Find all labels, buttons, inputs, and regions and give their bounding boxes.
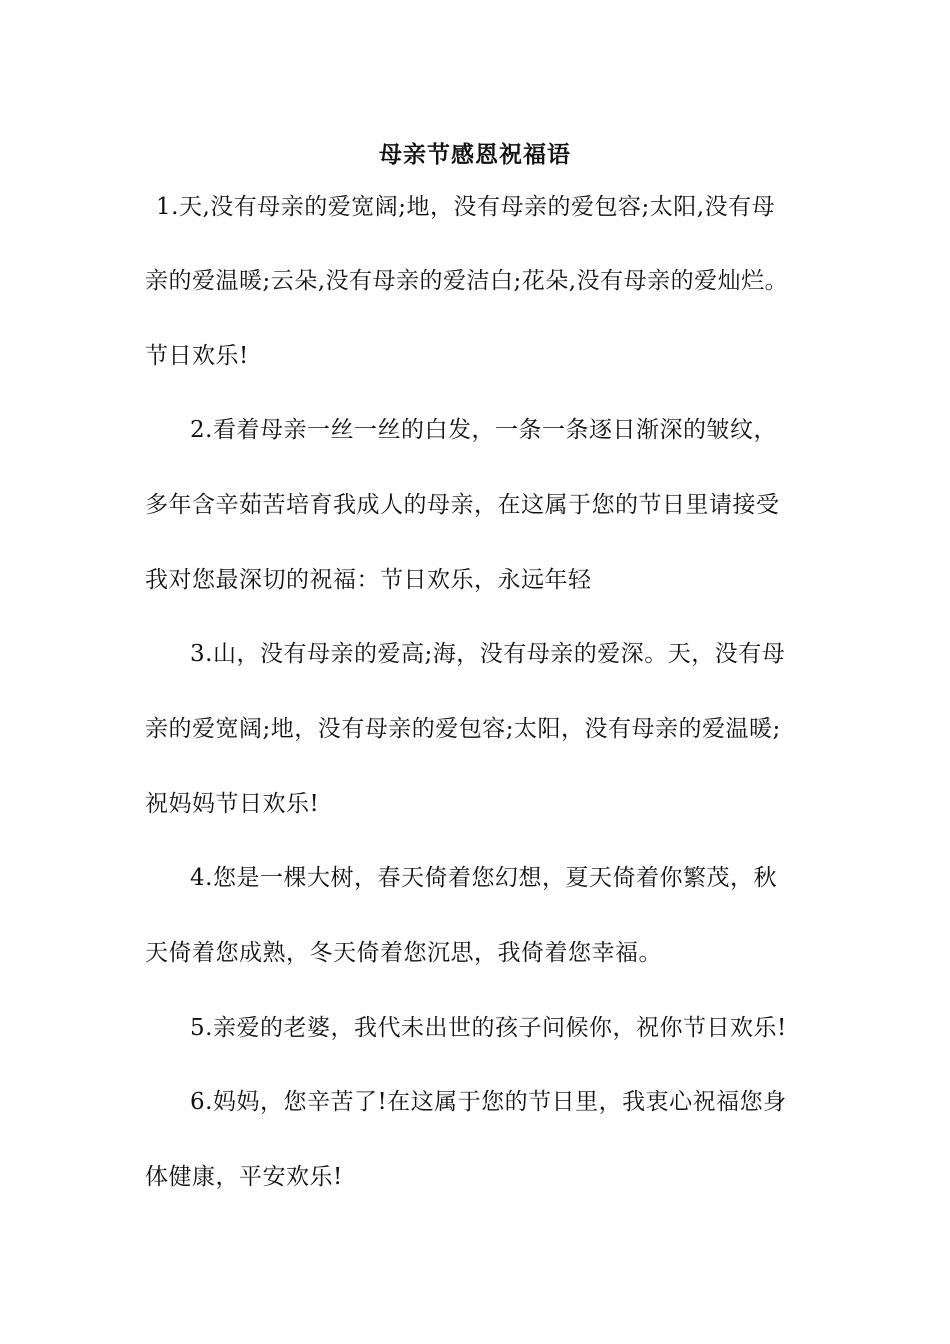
text-line: 节日欢乐! [145,343,249,369]
text-line: 我对您最深切的祝福：节日欢乐，永远年轻 [145,567,592,593]
text-line: 4.您是一棵大树，春天倚着您幻想，夏天倚着你繁茂，秋 [190,865,777,891]
text-line: 5.亲爱的老婆，我代未出世的孩子问候你，祝你节日欢乐! [190,1015,787,1041]
text-line: 祝妈妈节日欢乐! [145,791,320,817]
text-line: 3.山，没有母亲的爱高;海，没有母亲的爱深。天，没有母 [190,641,786,667]
document-title: 母亲节感恩祝福语 [379,141,571,168]
text-line: 多年含辛茹苦培育我成人的母亲，在这属于您的节日里请接受 [145,492,780,518]
text-line: 1.天,没有母亲的爱宽阔;地，没有母亲的爱包容;太阳,没有母 [156,194,776,220]
text-line: 体健康，平安欢乐! [145,1164,343,1190]
text-line: 2.看着母亲一丝一丝的白发，一条一条逐日渐深的皱纹， [190,417,777,443]
text-line: 天倚着您成熟，冬天倚着您沉思，我倚着您幸福。 [145,940,662,966]
text-line: 6.妈妈，您辛苦了!在这属于您的节日里，我衷心祝福您身 [190,1089,787,1115]
text-line: 亲的爱温暖;云朵,没有母亲的爱洁白;花朵,没有母亲的爱灿烂。 [145,268,789,294]
text-line: 亲的爱宽阔;地，没有母亲的爱包容;太阳，没有母亲的爱温暖; [145,716,781,742]
